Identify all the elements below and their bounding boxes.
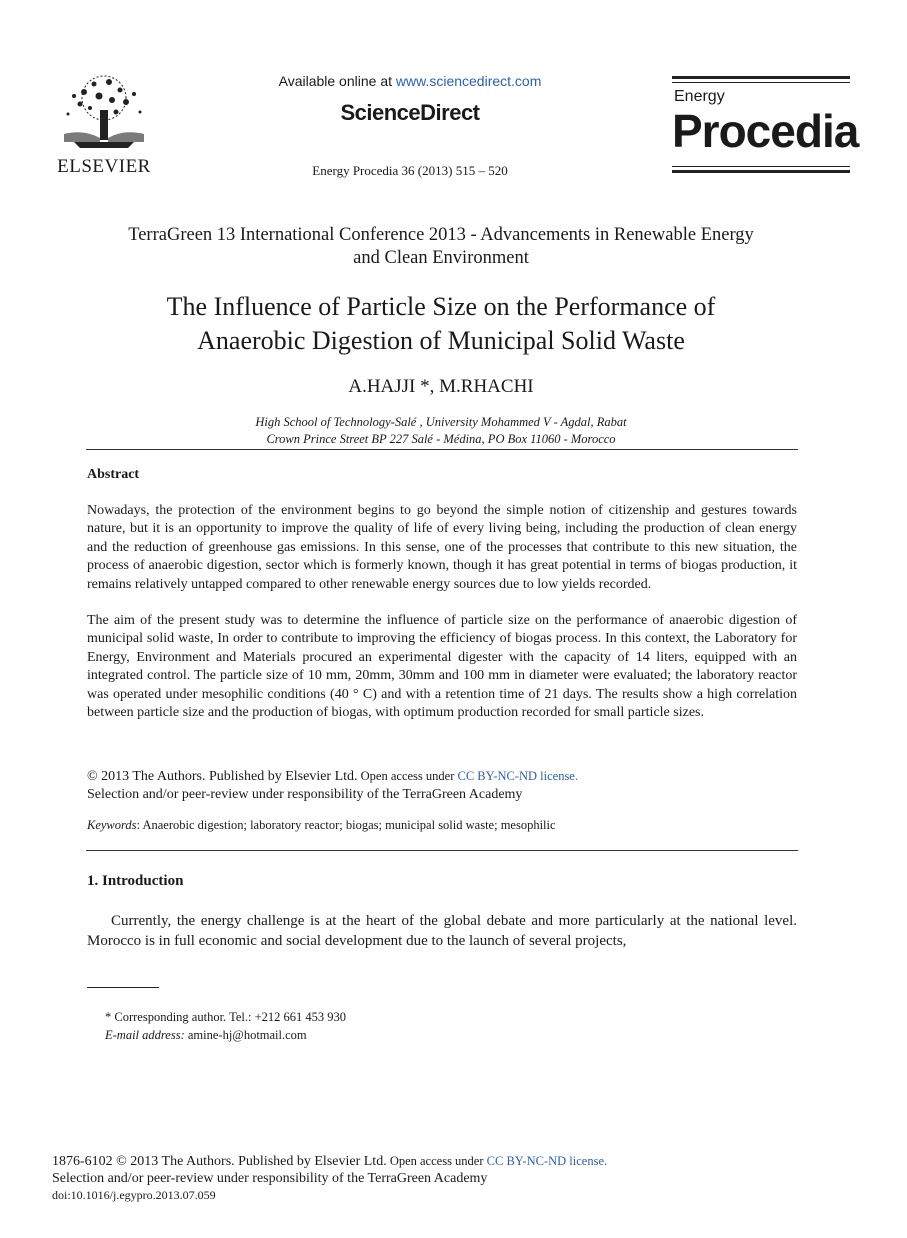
journal-brand-small: Energy xyxy=(674,88,725,105)
paper-title xyxy=(90,290,792,358)
affiliation xyxy=(90,414,792,448)
conference-line-2: and Clean Environment xyxy=(353,248,529,268)
publisher-name: ELSEVIER xyxy=(57,156,151,177)
license-link[interactable]: CC BY-NC-ND license. xyxy=(457,769,578,783)
title-line-1: The Influence of Particle Size on the Performance of xyxy=(166,292,716,321)
platform-brand: ScienceDirect xyxy=(340,100,480,125)
abstract-paragraph-1: Nowadays, the protection of the environment begins to go beyond the simple notion of citizenship and gestures towards nature, but it is an opportunity to improve the quality of life of every living being, including the production of clean energy and the reduction of greenhouse gas emissions. In this sense, one of the processes that contribute to this new situation, the process of anaerobic digestion, sector which is formerly known, though it has great potential in terms of biogas production, it remains relatively untapped compared to other renewable energy sources due to low yields recorded. xyxy=(87,503,797,592)
availability-prefix: Available online at xyxy=(278,73,396,89)
corresponding-author-note: * Corresponding author. Tel.: +212 661 453 930 xyxy=(105,1010,346,1024)
issn-copyright: 1876-6102 © 2013 The Authors. Published by Elsevier Ltd. xyxy=(52,1154,387,1169)
authors: A.HAJJI *, M.RHACHI xyxy=(348,376,534,397)
keywords-label: Keywords xyxy=(87,818,137,832)
journal-brand-rule xyxy=(672,82,850,83)
divider xyxy=(86,449,798,450)
abstract-paragraph-2: The aim of the present study was to determine the influence of particle size on the performance of anaerobic digestion of municipal solid waste, In order to contribute to improving the efficiency of biogas process. In this context, the Laboratory for Energy, Environment and Materials procured an experimental digester with the capacity of 14 liters, equipped with an integrated control. The particle size of 10 mm, 20mm, 30mm and 100 mm in diameter were evaluated; the laboratory reactor was operated under mesophilic conditions (40 ° C) and with a retention time of 21 days. The results show a high correlation between particle size and the production of biogas, with optimum production recorded for small particle sizes. xyxy=(87,613,797,721)
journal-brand-rule xyxy=(672,166,850,167)
keywords-text: : Anaerobic digestion; laboratory reactor; biogas; municipal solid waste; mesophilic xyxy=(136,818,556,832)
copyright-block xyxy=(87,767,797,804)
section-heading: 1. Introduction xyxy=(87,873,184,889)
copyright-text: © 2013 The Authors. Published by Elsevier Ltd. xyxy=(87,769,358,784)
doi: doi:10.1016/j.egypro.2013.07.059 xyxy=(52,1188,216,1202)
affiliation-line-2: Crown Prince Street BP 227 Salé - Médina, PO Box 11060 - Morocco xyxy=(266,432,616,446)
footer-peer-review: Selection and/or peer-review under responsibility of the TerraGreen Academy xyxy=(52,1171,488,1186)
intro-paragraph: Currently, the energy challenge is at the heart of the global debate and more particularly at the national level. Morocco is in full economic and social development due to the launch of several projects, xyxy=(87,913,797,949)
availability-line xyxy=(200,73,620,89)
title-line-2: Anaerobic Digestion of Municipal Solid Waste xyxy=(197,326,685,355)
journal-brand-rule xyxy=(672,170,850,173)
open-access-text: Open access under xyxy=(357,769,458,783)
page-footer xyxy=(52,1153,607,1204)
journal-citation: Energy Procedia 36 (2013) 515 – 520 xyxy=(312,163,508,178)
abstract-heading: Abstract xyxy=(87,467,140,482)
footnote-rule xyxy=(87,987,159,988)
keywords xyxy=(87,818,797,833)
sciencedirect-link[interactable]: www.sciencedirect.com xyxy=(395,73,542,89)
conference-name xyxy=(90,224,792,270)
email-note xyxy=(105,1028,307,1043)
journal-brand-rule xyxy=(672,76,850,79)
affiliation-line-1: High School of Technology-Salé , University Mohammed V - Agdal, Rabat xyxy=(255,415,627,429)
conference-line-1: TerraGreen 13 International Conference 2013 - Advancements in Renewable Energy xyxy=(128,225,754,245)
email-address: amine-hj@hotmail.com xyxy=(184,1028,307,1042)
journal-brand-big: Procedia xyxy=(672,105,859,157)
footer-open-access: Open access under xyxy=(386,1154,487,1168)
email-label: E-mail address: xyxy=(105,1028,185,1042)
divider xyxy=(86,850,798,851)
footer-license-link[interactable]: CC BY-NC-ND license. xyxy=(486,1154,608,1168)
peer-review-text: Selection and/or peer-review under responsibility of the TerraGreen Academy xyxy=(87,787,523,802)
